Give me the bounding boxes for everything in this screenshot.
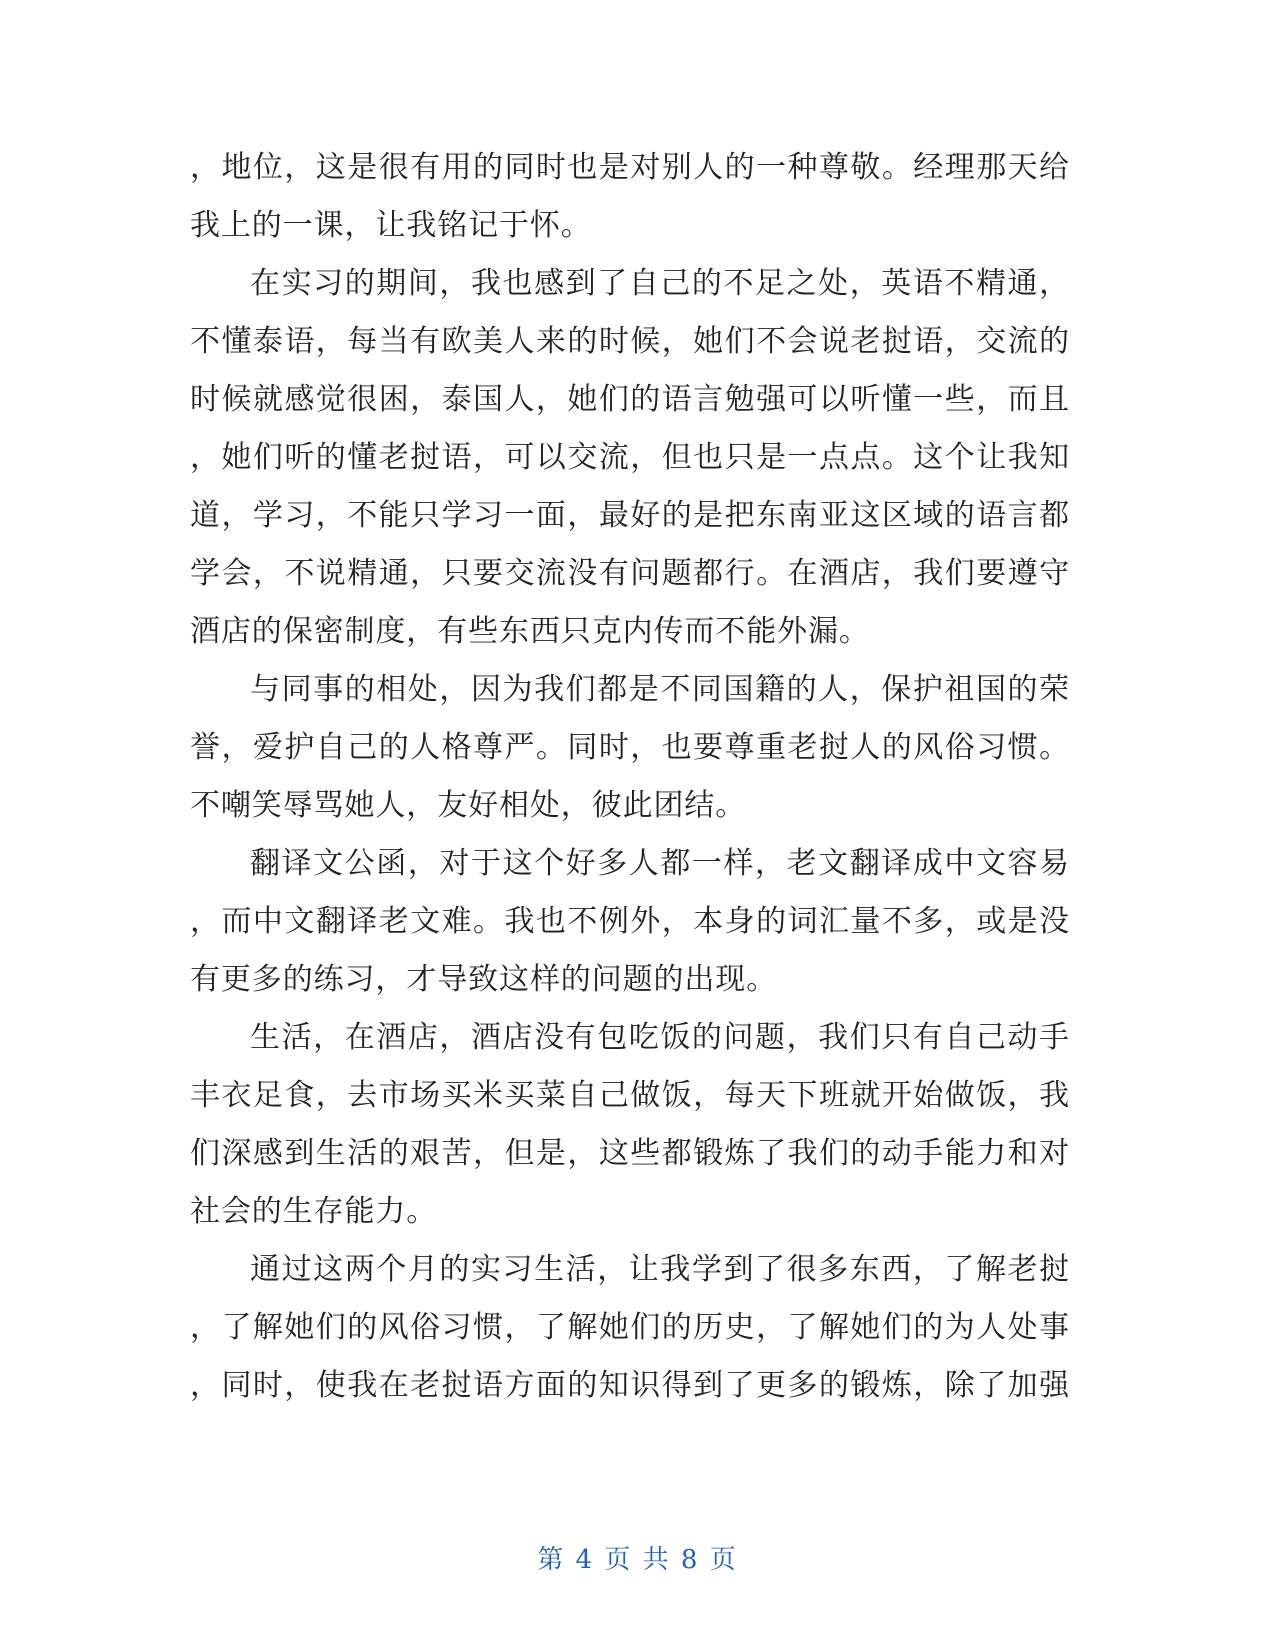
text-line: 学会，不说精通，只要交流没有问题都行。在酒店，我们要遵守: [190, 556, 1070, 591]
text-line: ，同时，使我在老挝语方面的知识得到了更多的锻炼，除了加强: [190, 1368, 1070, 1403]
text-line: 有更多的练习，才导致这样的问题的出现。: [190, 962, 778, 997]
page-number-footer: [0, 1540, 1275, 1580]
text-line: 时候就感觉很困，泰国人，她们的语言勉强可以听懂一些，而且: [190, 382, 1070, 417]
text-line: 我上的一课，让我铭记于怀。: [190, 208, 592, 243]
text-line: 们深感到生活的艰苦，但是，这些都锻炼了我们的动手能力和对: [190, 1136, 1070, 1171]
text-line: 不嘲笑辱骂她人，友好相处，彼此团结。: [190, 788, 747, 823]
paragraph-start-line: 翻译文公函，对于这个好多人都一样，老文翻译成中文容易: [250, 846, 1070, 881]
text-line: 丰衣足食，去市场买米买菜自己做饭，每天下班就开始做饭，我: [190, 1078, 1070, 1113]
paragraph-start-line: 生活，在酒店，酒店没有包吃饭的问题，我们只有自己动手: [250, 1020, 1070, 1055]
text-line: ，而中文翻译老文难。我也不例外，本身的词汇量不多，或是没: [190, 904, 1070, 939]
text-line: 社会的生存能力。: [190, 1194, 438, 1229]
text-line: 酒店的保密制度，有些东西只克内传而不能外漏。: [190, 614, 870, 649]
text-line: 道，学习，不能只学习一面，最好的是把东南亚这区域的语言都: [190, 498, 1070, 533]
page-number-label: 第 4 页 共 8 页: [537, 1545, 738, 1575]
text-line: 誉，爱护自己的人格尊严。同时，也要尊重老挝人的风俗习惯。: [190, 730, 1070, 765]
text-line: ，她们听的懂老挝语，可以交流，但也只是一点点。这个让我知: [190, 440, 1070, 475]
text-line: ，了解她们的风俗习惯，了解她们的历史，了解她们的为人处事: [190, 1310, 1070, 1345]
text-line: ，地位，这是很有用的同时也是对别人的一种尊敬。经理那天给: [190, 150, 1070, 185]
text-line: 不懂泰语，每当有欧美人来的时候，她们不会说老挝语，交流的: [190, 324, 1070, 359]
paragraph-start-line: 在实习的期间，我也感到了自己的不足之处，英语不精通，: [250, 266, 1070, 301]
paragraph-start-line: 通过这两个月的实习生活，让我学到了很多东西，了解老挝: [250, 1252, 1070, 1287]
paragraph-start-line: 与同事的相处，因为我们都是不同国籍的人，保护祖国的荣: [250, 672, 1070, 707]
